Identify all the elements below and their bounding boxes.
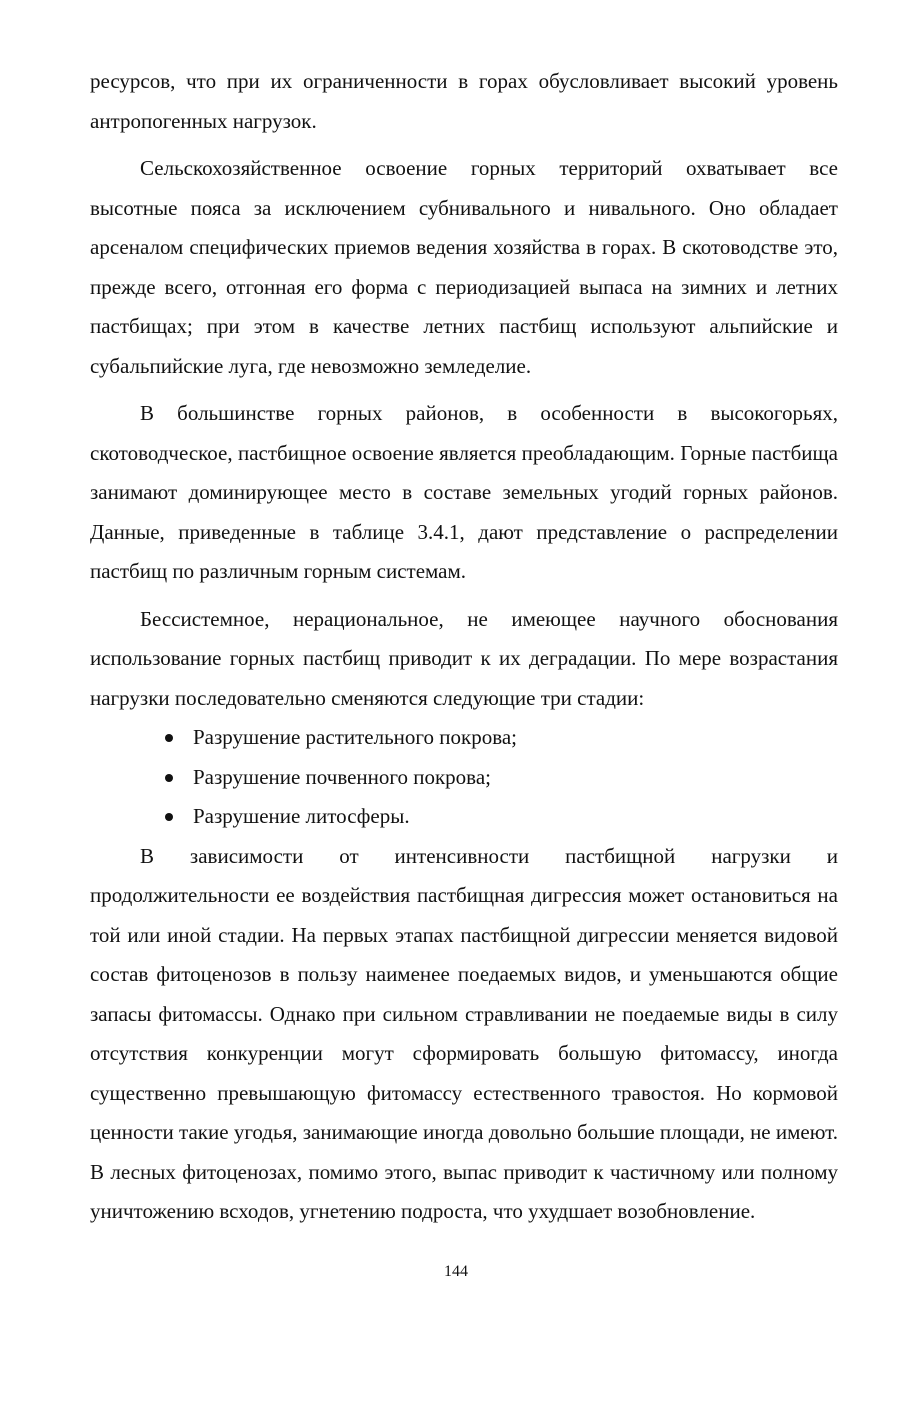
bullet-icon (165, 774, 173, 782)
paragraph-digression: В зависимости от интенсивности пастбищной нагрузки и продолжительности ее воздействия пастбищная дигрессия может остановиться на той или иной стадии. На первых этапах пастбищной дигрессии меняется видовой состав фитоценозов в пользу наименее поедаемых видов, и уменьшаются общие запасы фитомассы. Однако при сильном стравливании не поедаемые виды в силу отсутствия конкуренции могут сформировать большую фитомассу, иногда существенно превышающую фитомассу естественного травостоя. Но кормовой ценности такие угодья, занимающие иногда довольно большие площади, не имеют. В лесных фитоценозах, помимо этого, выпас приводит к частичному или полному уничтожению всходов, угнетению подроста, что ухудшает возобновление. (90, 843, 838, 1223)
list-item-text: Разрушение литосферы. (193, 804, 410, 828)
page-body (90, 62, 838, 1232)
degradation-stages-list (90, 718, 838, 837)
paragraph-continuation: ресурсов, что при их ограниченности в горах обусловливает высокий уровень антропогенных нагрузок. (90, 69, 838, 133)
paragraph-degradation: Бессистемное, нерациональное, не имеющее научного обоснования использование горных пастбищ приводит к их деградации. По мере возрастания нагрузки последовательно сменяются следующие три стадии: (90, 606, 838, 710)
bullet-icon (165, 734, 173, 742)
list-item (165, 797, 838, 837)
list-item-text: Разрушение растительного покрова; (193, 725, 517, 749)
list-item-text: Разрушение почвенного покрова; (193, 764, 491, 789)
bullet-icon (165, 813, 173, 821)
page-number: 144 (444, 1263, 468, 1280)
list-item (165, 758, 838, 798)
list-item (165, 718, 838, 758)
paragraph-pastures: В большинстве горных районов, в особенности в высокогорьях, скотоводческое, пастбищное освоение является преобладающим. Горные пастбища занимают доминирующее место в составе земельных угодий горных районов. Данные, приведенные в таблице 3.4.1, дают представление о распределении пастбищ по различным горным системам. (90, 401, 838, 583)
paragraph-agriculture: Сельскохозяйственное освоение горных территорий охватывает все высотные пояса за исключением субнивального и нивального. Оно обладает арсеналом специфических приемов ведения хозяйства в горах. В скотоводстве это, прежде всего, отгонная его форма с периодизацией выпаса на зимних и летних пастбищах; при этом в качестве летних пастбищ используют альпийские и субальпийские луга, где невозможно земледелие. (90, 156, 838, 378)
